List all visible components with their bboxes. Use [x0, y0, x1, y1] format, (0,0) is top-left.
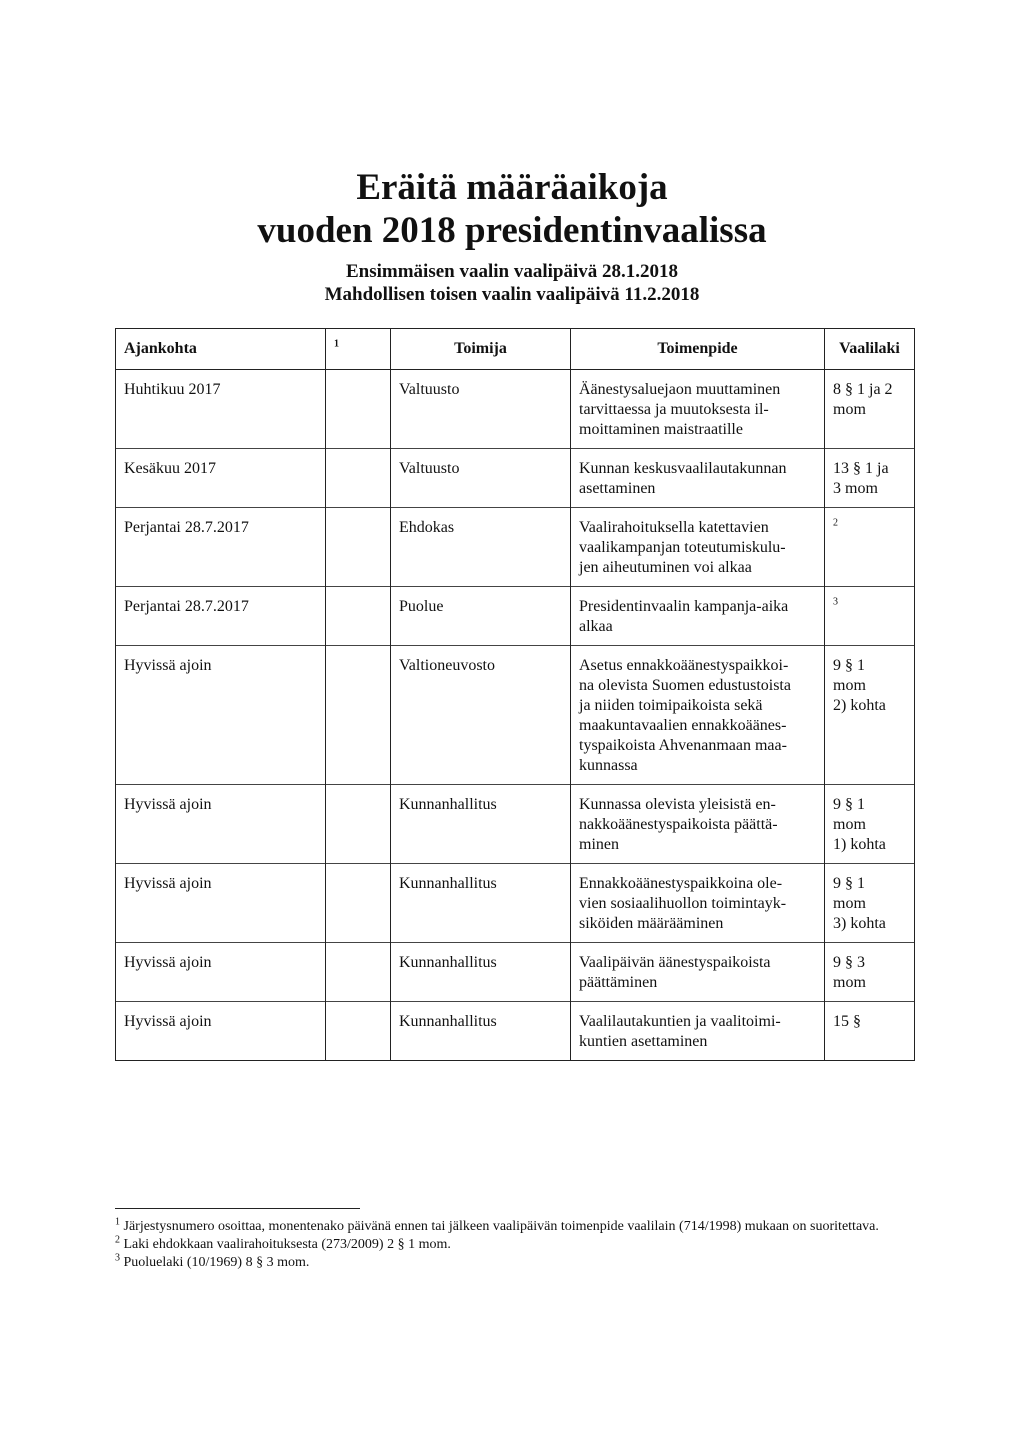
vaalilaki-line: 9 § 1	[833, 875, 865, 892]
toimenpide-line: ja niiden toimipaikoista sekä	[579, 697, 763, 714]
table-row	[116, 785, 915, 864]
toimenpide-line: kuntien asettaminen	[579, 1033, 708, 1050]
footnote	[115, 1236, 915, 1254]
footnote-mark: 3	[115, 1252, 120, 1264]
footnote-text: Puoluelaki (10/1969) 8 § 3 mom.	[123, 1255, 310, 1270]
toimenpide-line: Vaalirahoituksella katettavien	[579, 519, 769, 536]
cell-toimija: Valtuusto	[391, 370, 571, 449]
cell-number	[326, 1002, 391, 1061]
cell-toimenpide	[571, 646, 825, 785]
vaalilaki-line: 8 § 1 ja 2	[833, 381, 893, 398]
toimenpide-line: jen aiheutuminen voi alkaa	[579, 559, 752, 576]
cell-vaalilaki	[825, 943, 915, 1002]
cell-toimenpide	[571, 449, 825, 508]
vaalilaki-footnote-ref: 2	[833, 517, 838, 529]
table-row	[116, 1002, 915, 1061]
cell-vaalilaki	[825, 370, 915, 449]
table-row	[116, 646, 915, 785]
toimenpide-line: alkaa	[579, 618, 613, 635]
vaalilaki-line: 2) kohta	[833, 697, 886, 714]
vaalilaki-line: 13 § 1 ja	[833, 460, 889, 477]
table-row	[116, 449, 915, 508]
cell-ajankohta: Perjantai 28.7.2017	[116, 587, 326, 646]
cell-ajankohta: Hyvissä ajoin	[116, 785, 326, 864]
toimenpide-line: vaalikampanjan toteutumiskulu-	[579, 539, 786, 556]
cell-toimija: Valtuusto	[391, 449, 571, 508]
cell-ajankohta: Kesäkuu 2017	[116, 449, 326, 508]
table-header-row	[116, 329, 915, 370]
toimenpide-line: tarvittaessa ja muutoksesta il-	[579, 401, 769, 418]
toimenpide-line: Äänestysaluejaon muuttaminen	[579, 381, 781, 398]
cell-toimenpide	[571, 370, 825, 449]
footnote-mark: 1	[115, 1216, 120, 1228]
toimenpide-line: asettaminen	[579, 480, 656, 497]
header-toimija: Toimija	[391, 329, 571, 370]
cell-vaalilaki	[825, 864, 915, 943]
toimenpide-line: tyspaikoista Ahvenanmaan maa-	[579, 737, 787, 754]
cell-number	[326, 943, 391, 1002]
toimenpide-line: Vaalipäivän äänestyspaikoista	[579, 954, 771, 971]
footnote	[115, 1254, 915, 1272]
cell-number	[326, 864, 391, 943]
cell-number	[326, 370, 391, 449]
cell-toimija: Puolue	[391, 587, 571, 646]
cell-ajankohta: Hyvissä ajoin	[116, 943, 326, 1002]
table-body	[116, 370, 915, 1061]
toimenpide-line: Presidentinvaalin kampanja-aika	[579, 598, 789, 615]
table-row	[116, 943, 915, 1002]
vaalilaki-line: 15 §	[833, 1013, 861, 1030]
header-toimenpide: Toimenpide	[571, 329, 825, 370]
title-line-1: Eräitä määräaikoja	[356, 167, 668, 208]
cell-ajankohta: Hyvissä ajoin	[116, 1002, 326, 1061]
cell-number	[326, 785, 391, 864]
toimenpide-line: Ennakkoäänestyspaikkoina ole-	[579, 875, 783, 892]
cell-toimenpide	[571, 587, 825, 646]
footnote	[115, 1218, 915, 1236]
cell-toimenpide	[571, 943, 825, 1002]
header-number-footnote: 1	[334, 338, 339, 350]
footnote-mark: 2	[115, 1234, 120, 1246]
title-line-2: vuoden 2018 presidentinvaalissa	[257, 210, 767, 251]
cell-ajankohta: Perjantai 28.7.2017	[116, 508, 326, 587]
subtitle-second-election: Mahdollisen toisen vaalin vaalipäivä 11.2.2018	[324, 284, 700, 305]
cell-ajankohta: Hyvissä ajoin	[116, 864, 326, 943]
footnotes	[115, 1218, 915, 1272]
vaalilaki-line: mom	[833, 974, 866, 991]
toimenpide-line: maakuntavaalien ennakkoäänes-	[579, 717, 787, 734]
subtitle-first-election: Ensimmäisen vaalin vaalipäivä 28.1.2018	[345, 261, 679, 282]
vaalilaki-line: 1) kohta	[833, 836, 886, 853]
table-row	[116, 370, 915, 449]
vaalilaki-line: 9 § 1	[833, 657, 865, 674]
table-row	[116, 508, 915, 587]
toimenpide-line: Vaalilautakuntien ja vaalitoimi-	[579, 1013, 781, 1030]
vaalilaki-line: mom	[833, 401, 866, 418]
cell-toimija: Kunnanhallitus	[391, 1002, 571, 1061]
cell-vaalilaki	[825, 646, 915, 785]
cell-vaalilaki	[825, 785, 915, 864]
cell-number	[326, 508, 391, 587]
toimenpide-line: minen	[579, 836, 619, 853]
toimenpide-line: moittaminen maistraatille	[579, 421, 743, 438]
cell-toimija: Kunnanhallitus	[391, 785, 571, 864]
vaalilaki-line: 9 § 3	[833, 954, 865, 971]
footnote-text: Järjestysnumero osoittaa, monentenako päivänä ennen tai jälkeen vaalipäivän toimenpide vaalilain (714/1998) mukaan on suoritettava.	[123, 1219, 879, 1234]
vaalilaki-line: mom	[833, 677, 866, 694]
cell-toimija: Kunnanhallitus	[391, 943, 571, 1002]
vaalilaki-footnote-ref: 3	[833, 596, 838, 608]
cell-number	[326, 646, 391, 785]
toimenpide-line: Kunnan keskusvaalilautakunnan	[579, 460, 787, 477]
cell-toimenpide	[571, 864, 825, 943]
cell-toimenpide	[571, 785, 825, 864]
toimenpide-line: na olevista Suomen edustustoista	[579, 677, 791, 694]
toimenpide-line: kunnassa	[579, 757, 638, 774]
toimenpide-line: siköiden määrääminen	[579, 915, 724, 932]
footnote-text: Laki ehdokkaan vaalirahoituksesta (273/2009) 2 § 1 mom.	[123, 1237, 451, 1252]
vaalilaki-line: 3 mom	[833, 480, 878, 497]
toimenpide-line: Asetus ennakkoäänestyspaikkoi-	[579, 657, 789, 674]
cell-ajankohta: Huhtikuu 2017	[116, 370, 326, 449]
cell-vaalilaki	[825, 508, 915, 587]
table-row	[116, 587, 915, 646]
cell-number	[326, 587, 391, 646]
deadlines-table	[115, 328, 915, 1061]
document-subtitle	[0, 260, 1024, 306]
cell-toimija: Valtioneuvosto	[391, 646, 571, 785]
vaalilaki-line: 3) kohta	[833, 915, 886, 932]
vaalilaki-line: mom	[833, 895, 866, 912]
header-ajankohta: Ajankohta	[116, 329, 326, 370]
vaalilaki-line: 9 § 1	[833, 796, 865, 813]
cell-toimija: Ehdokas	[391, 508, 571, 587]
cell-ajankohta: Hyvissä ajoin	[116, 646, 326, 785]
header-vaalilaki: Vaalilaki	[825, 329, 915, 370]
cell-vaalilaki	[825, 1002, 915, 1061]
footnote-divider	[115, 1208, 360, 1209]
toimenpide-line: nakkoäänestyspaikoista päättä-	[579, 816, 778, 833]
header-number	[326, 329, 391, 370]
toimenpide-line: vien sosiaalihuollon toimintayk-	[579, 895, 787, 912]
cell-number	[326, 449, 391, 508]
toimenpide-line: Kunnassa olevista yleisistä en-	[579, 796, 776, 813]
table-row	[116, 864, 915, 943]
document-title	[0, 166, 1024, 252]
cell-vaalilaki	[825, 449, 915, 508]
vaalilaki-line: mom	[833, 816, 866, 833]
toimenpide-line: päättäminen	[579, 974, 658, 991]
cell-vaalilaki	[825, 587, 915, 646]
cell-toimenpide	[571, 508, 825, 587]
cell-toimenpide	[571, 1002, 825, 1061]
cell-toimija: Kunnanhallitus	[391, 864, 571, 943]
